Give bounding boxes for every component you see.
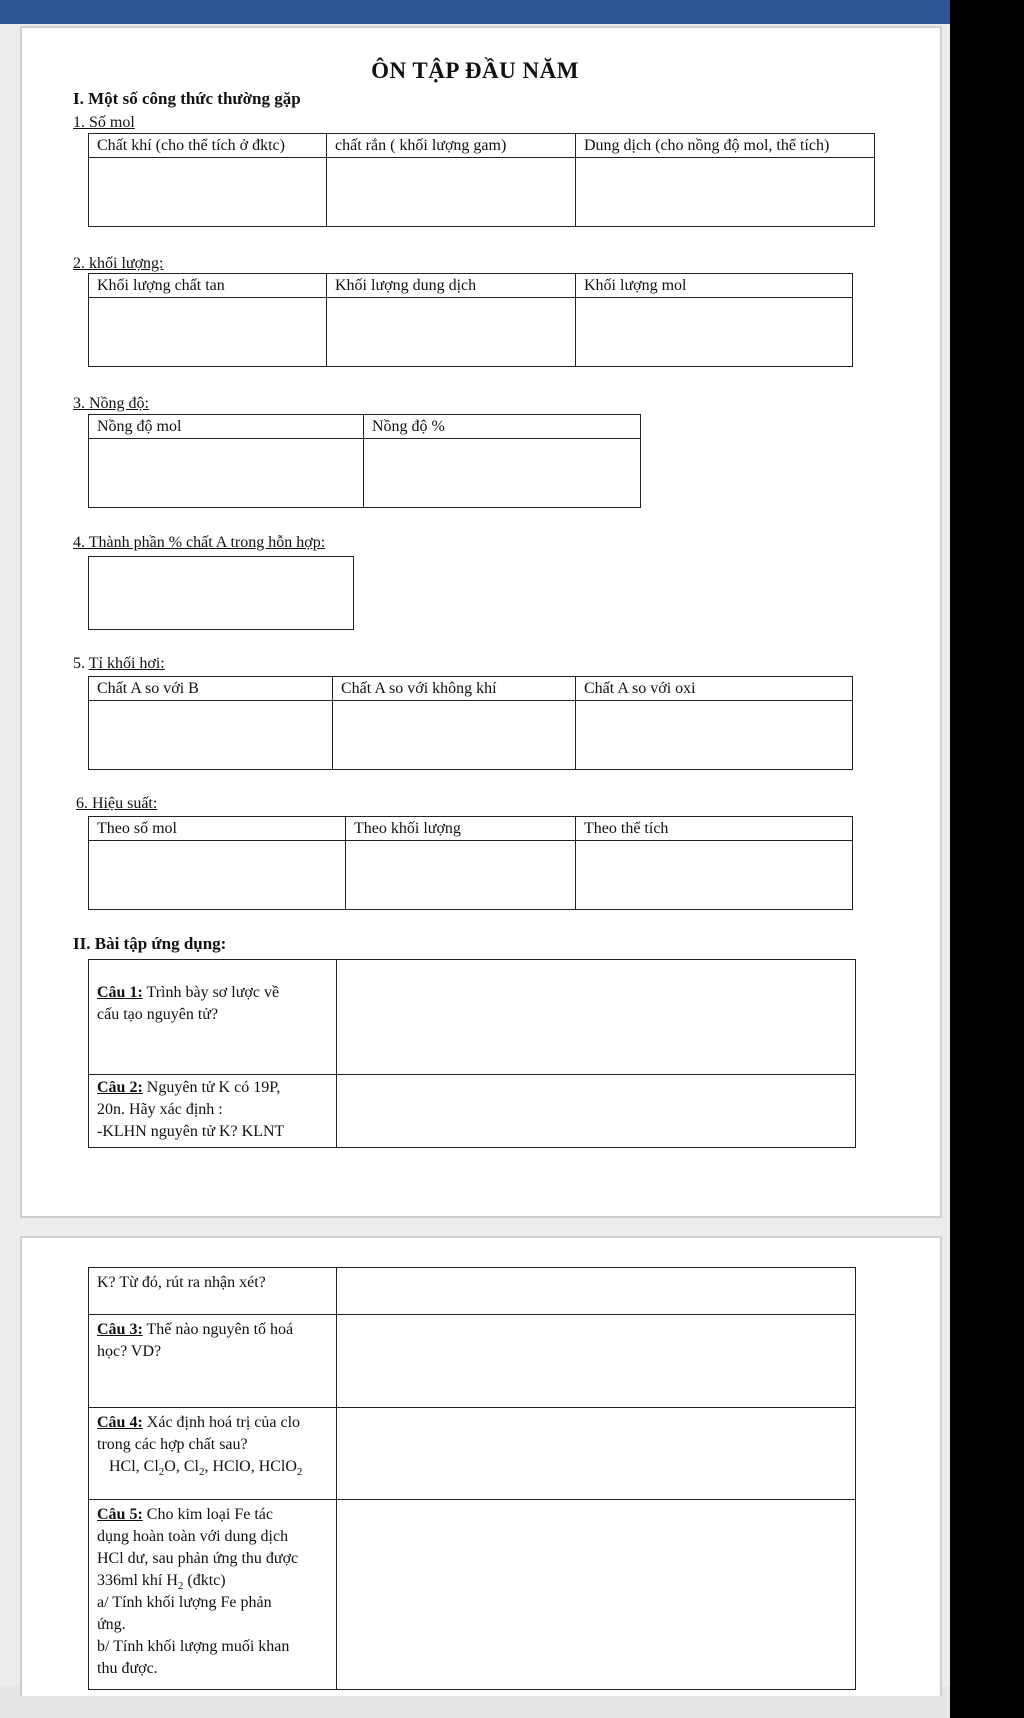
question-text: K? Từ đó, rút ra nhận xét? [97, 1274, 266, 1291]
question-text: 336ml khí H [97, 1572, 178, 1589]
page-title: ÔN TẬP ĐẦU NĂM [371, 58, 579, 83]
formula-text: , HClO, HClO [204, 1458, 297, 1475]
section-2-heading: II. Bài tập ứng dụng: [73, 934, 227, 953]
table-cell[interactable] [89, 439, 364, 508]
table-so-mol [88, 133, 875, 227]
formula-subscript: 2 [177, 1580, 184, 1593]
section-1-heading: I. Một số công thức thường gặp [73, 89, 301, 108]
table-header-cell: Nồng độ mol [89, 415, 364, 439]
formula-text: HCl, Cl [109, 1458, 159, 1475]
question-text: Xác định hoá trị của clo [142, 1414, 301, 1431]
sub-3-label: 3. Nồng độ: [73, 395, 149, 412]
question-2 [89, 1075, 337, 1148]
table-cell[interactable] [576, 841, 853, 910]
table-header-cell: Chất A so với B [89, 677, 333, 701]
question-text: Nguyên tử K có 19P, [142, 1079, 281, 1096]
question-text: Thế nào nguyên tố hoá [142, 1321, 294, 1338]
table-cell[interactable] [89, 701, 333, 770]
question-1 [89, 960, 337, 1075]
question-text: dụng hoàn toàn với dung dịch [97, 1528, 289, 1545]
table-cell[interactable] [576, 298, 853, 367]
sub-1-label: 1. Số mol [73, 114, 135, 131]
question-text: b/ Tính khối lượng muối khan [97, 1638, 290, 1655]
answer-cell[interactable] [337, 1075, 856, 1148]
table-khoi-luong [88, 273, 853, 367]
table-cell[interactable] [89, 298, 327, 367]
sub-5-number: 5. [73, 655, 89, 672]
question-5 [89, 1500, 337, 1690]
formula-subscript: 2 [296, 1466, 303, 1479]
table-cell[interactable] [333, 701, 576, 770]
sub-5-text: Tỉ khối hơi: [88, 655, 165, 672]
formula-subscript: 2 [198, 1466, 205, 1479]
answer-box-thanh-phan[interactable] [88, 556, 354, 630]
answer-cell[interactable] [337, 1268, 856, 1315]
question-text: thu được. [97, 1660, 158, 1677]
question-text: học? VD? [97, 1343, 162, 1360]
question-text: cấu tạo nguyên tử? [97, 1006, 219, 1023]
exercise-table-part-1 [88, 959, 856, 1148]
table-cell[interactable] [346, 841, 576, 910]
table-cell[interactable] [364, 439, 641, 508]
table-cell[interactable] [327, 298, 576, 367]
question-text: -KLHN nguyên tử K? KLNT [97, 1123, 285, 1140]
question-text: (đktc) [183, 1572, 226, 1589]
table-header-cell: Nồng độ % [364, 415, 641, 439]
question-text: 20n. Hãy xác định : [97, 1101, 223, 1118]
table-header-cell: Chất A so với oxi [576, 677, 853, 701]
answer-cell[interactable] [337, 960, 856, 1075]
table-header-cell: Theo khối lượng [346, 817, 576, 841]
chemical-formulas [97, 1458, 303, 1479]
table-cell[interactable] [576, 158, 875, 227]
formula-subscript: 2 [158, 1466, 165, 1479]
table-cell[interactable] [89, 841, 346, 910]
question-2-continued [89, 1268, 337, 1315]
table-ti-khoi [88, 676, 853, 770]
question-text: Cho kim loại Fe tác [142, 1506, 273, 1523]
window-top-bar [0, 0, 950, 24]
question-number: Câu 5: [97, 1506, 143, 1523]
question-text: a/ Tính khối lượng Fe phản [97, 1594, 272, 1611]
question-number: Câu 2: [97, 1079, 143, 1096]
table-nong-do [88, 414, 641, 508]
question-text: Trình bày sơ lược về [142, 984, 280, 1001]
table-header-cell: Chất khí (cho thể tích ở đktc) [89, 134, 327, 158]
question-text: trong các hợp chất sau? [97, 1436, 248, 1453]
sub-5-label [73, 655, 165, 673]
question-4 [89, 1408, 337, 1500]
sub-2-label: 2. khối lượng: [73, 255, 164, 272]
table-header-cell: chất rắn ( khối lượng gam) [327, 134, 576, 158]
question-number: Câu 3: [97, 1321, 143, 1338]
right-margin [950, 0, 1024, 1718]
table-header-cell: Chất A so với không khí [333, 677, 576, 701]
answer-cell[interactable] [337, 1315, 856, 1408]
question-number: Câu 1: [97, 984, 143, 1001]
table-header-cell: Khối lượng chất tan [89, 274, 327, 298]
answer-cell[interactable] [337, 1500, 856, 1690]
table-header-cell: Khối lượng mol [576, 274, 853, 298]
table-cell[interactable] [327, 158, 576, 227]
table-header-cell: Theo số mol [89, 817, 346, 841]
question-number: Câu 4: [97, 1414, 143, 1431]
formula-text: O, Cl [164, 1458, 199, 1475]
table-header-cell: Theo thể tích [576, 817, 853, 841]
table-header-cell: Khối lượng dung dịch [327, 274, 576, 298]
question-text: HCl dư, sau phản ứng thu được [97, 1550, 299, 1567]
table-cell[interactable] [89, 158, 327, 227]
question-3 [89, 1315, 337, 1408]
table-hieu-suat [88, 816, 853, 910]
question-text: ứng. [97, 1616, 126, 1633]
table-header-cell: Dung dịch (cho nồng độ mol, thể tích) [576, 134, 875, 158]
table-cell[interactable] [576, 701, 853, 770]
answer-cell[interactable] [337, 1408, 856, 1500]
sub-6-label: 6. Hiệu suất: [76, 795, 158, 812]
exercise-table-part-2 [88, 1267, 856, 1690]
sub-4-label: 4. Thành phần % chất A trong hỗn hợp: [73, 534, 326, 551]
